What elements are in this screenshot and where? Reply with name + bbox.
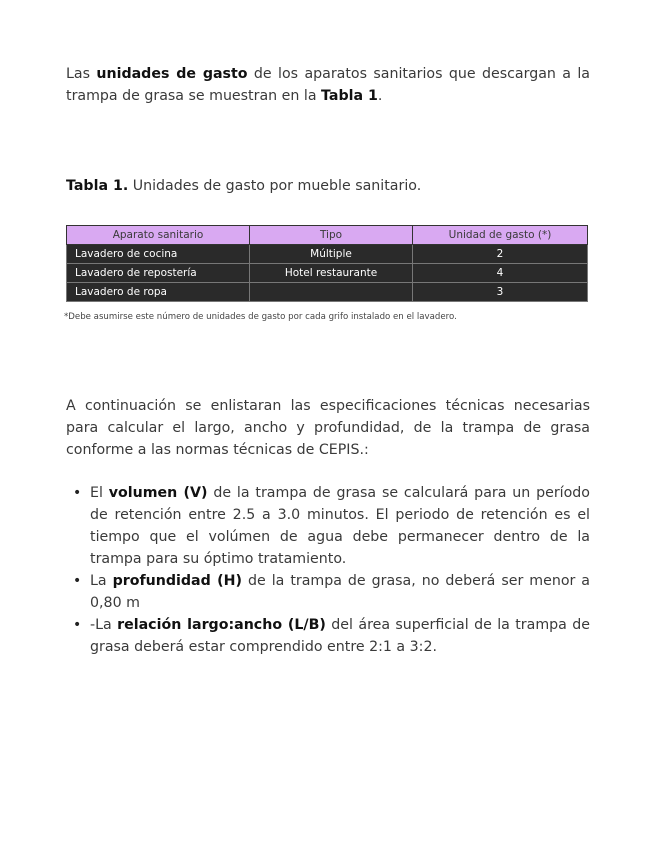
cell-aparato: Lavadero de ropa	[67, 283, 250, 302]
cell-tipo	[250, 283, 413, 302]
bullet-text-pre: El	[90, 485, 109, 501]
cell-aparato: Lavadero de cocina	[67, 245, 250, 264]
cell-unidad: 2	[413, 245, 588, 264]
header-aparato: Aparato sanitario	[67, 226, 250, 245]
bullet-icon: •	[73, 617, 82, 633]
intro-text-3: .	[377, 88, 383, 104]
intro-bold-unidades: unidades de gasto	[96, 66, 248, 82]
cell-tipo: Múltiple	[250, 245, 413, 264]
table-caption	[66, 178, 421, 194]
bullet-text-post: de la trampa de grasa se calculará para un período de retención entre 2.5 a 3.0 minutos. El periodo de retención es el tiempo que el volúmen de agua debe permanecer dentro de la trampa para su óptimo tratamiento.	[90, 485, 590, 567]
bullet-text-pre: La	[90, 573, 113, 589]
cell-unidad: 3	[413, 283, 588, 302]
intro-text-2: de los aparatos sanitarios que descargan a la trampa de grasa se muestran en la	[66, 66, 590, 104]
continuation-paragraph: A continuación se enlistaran las especificaciones técnicas necesarias para calcular el largo, ancho y profundidad, de la trampa de grasa conforme a las normas técnicas de CEPIS.:	[66, 398, 590, 458]
table-header-row	[67, 226, 588, 245]
table-row	[67, 283, 588, 302]
table-footnote: *Debe asumirse este número de unidades de gasto por cada grifo instalado en el lavadero.	[64, 312, 457, 322]
fixtures-table	[66, 225, 588, 302]
bullet-icon: •	[73, 573, 82, 589]
bullet-text-post: de la trampa de grasa, no deberá ser menor a 0,80 m	[90, 573, 590, 611]
table-row	[67, 245, 588, 264]
cell-aparato: Lavadero de repostería	[67, 264, 250, 283]
bullet-bold: profundidad (H)	[112, 573, 243, 589]
caption-text: Unidades de gasto por mueble sanitario.	[128, 178, 422, 194]
caption-label: Tabla 1.	[66, 178, 129, 194]
header-unidad: Unidad de gasto (*)	[413, 226, 588, 245]
cell-unidad: 4	[413, 264, 588, 283]
bullet-bold: relación largo:ancho (L/B)	[117, 617, 326, 633]
bullet-bold: volumen (V)	[108, 485, 208, 501]
intro-bold-tabla: Tabla 1	[321, 88, 378, 104]
intro-text-1: Las	[66, 66, 97, 82]
list-item	[66, 614, 590, 658]
list-item	[66, 482, 590, 570]
cell-tipo: Hotel restaurante	[250, 264, 413, 283]
intro-paragraph	[66, 63, 590, 107]
list-item	[66, 570, 590, 614]
specs-list	[66, 482, 590, 658]
bullet-text-post: del área superficial de la trampa de grasa deberá estar comprendido entre 2:1 a 3:2.	[90, 617, 590, 655]
bullet-text-pre: -La	[90, 617, 118, 633]
header-tipo: Tipo	[250, 226, 413, 245]
table-row	[67, 264, 588, 283]
bullet-icon: •	[73, 485, 82, 501]
